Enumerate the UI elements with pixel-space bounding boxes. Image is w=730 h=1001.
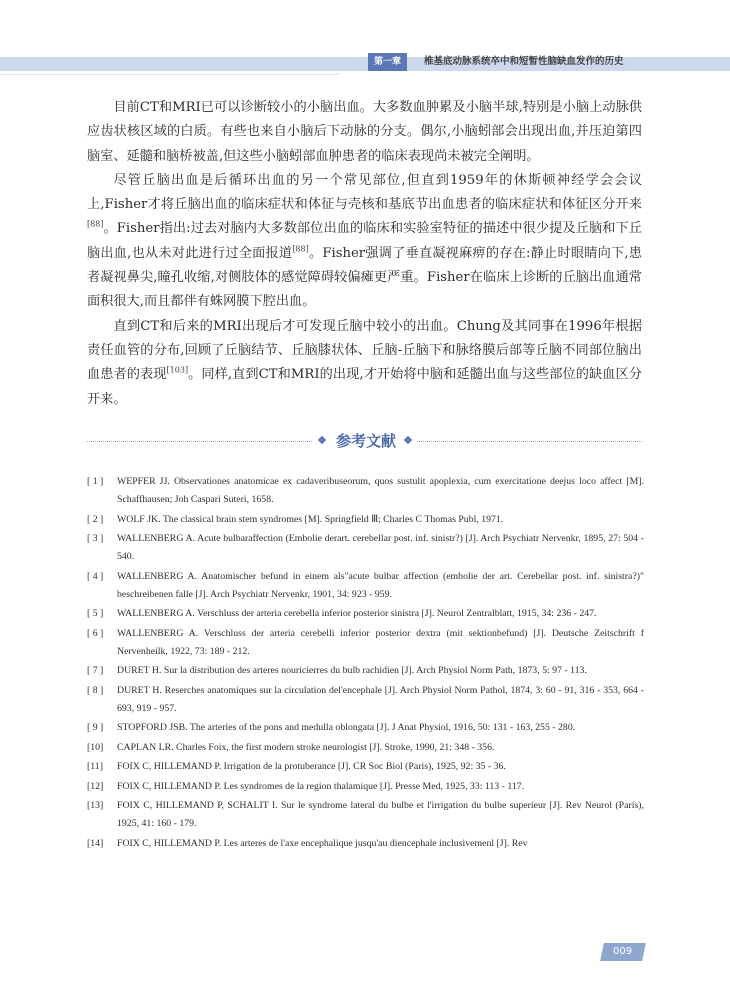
reference-item: [87, 778, 644, 796]
paragraph-text: 尽管丘脑出血是后循环出血的另一个常见部位,但直到1959年的休斯顿神经学会会议上,Fisher才将丘脑出血的临床症状和体征与壳核和基底节出血患者的临床症状和体征区分开来: [87, 172, 642, 213]
reference-number: [11]: [87, 761, 103, 772]
reference-item: [87, 568, 644, 604]
reference-item: [87, 473, 644, 509]
reference-number: [ 9 ]: [87, 722, 104, 733]
reference-text: WALLENBERG A. Anatomischer befund in einem als"acute bulbar affection (embolie der art. Cerebellar post. inf. sinistra?)" beschreibenen falle [J]. Arch Psychiatr Nervenkr, 1901, 34: 923 - 959.: [117, 570, 644, 600]
reference-text: DURET H. Sur la distribution des arteres nouricierres du bulb rachidien [J]. Arch Physiol Norm Path, 1873, 5: 97 - 113.: [117, 665, 587, 676]
references-list: [87, 473, 644, 854]
dotted-rule-left: [87, 441, 312, 443]
reference-number: [14]: [87, 837, 104, 849]
reference-item: [87, 719, 644, 737]
reference-text: DURET H. Reserches anatomiques sur la circulation del'encephale [J]. Arch Physiol Norm Pathol, 1874, 3: 60 - 91, 316 - 353, 664 - 693, 919 - 957.: [117, 684, 644, 714]
reference-text: WALLENBERG A. Verschluss der arteria cerebelli inferior posterior dextra (mit sektionbefund) [J]. Deutsche Zeitschrift f Nervenheilk, 1922, 73: 189 - 212.: [117, 627, 644, 657]
reference-number: [13]: [87, 800, 104, 811]
reference-item: [87, 662, 644, 680]
reference-number: [ 1 ]: [87, 476, 104, 487]
reference-text: CAPLAN LR. Charles Foix, the first modern stroke neurologist [J]. Stroke, 1990, 21: 348 - 356.: [117, 741, 495, 753]
reference-text: FOIX C, HILLEMAND P, SCHALIT I. Sur le syndrome lateral du bulbe et l'irrigation du bulbe superieur [J]. Rev Neurol (Paris), 1925, 41: 160 - 179.: [117, 800, 644, 829]
reference-number: [ 2 ]: [87, 513, 104, 525]
reference-item: [87, 758, 644, 776]
paragraph-text: 直到CT和后来的MRI出现后才可发现丘脑中较小的出血。Chung及其同事在1996年根据责任血管的分布,回顾了丘脑结节、丘脑膝状体、丘脑-丘脑下和脉络膜后部等丘脑不同部位脑出血患者的表现: [87, 318, 642, 383]
reference-text: WOLF JK. The classical brain stem syndromes [M]. Springfield Ⅲ; Charles C Thomas Publ, 1971.: [117, 513, 504, 525]
reference-number: [10]: [87, 741, 104, 753]
reference-item: [87, 605, 644, 623]
dotted-rule-right: [417, 441, 642, 443]
references-heading: 参考文献: [335, 432, 396, 450]
reference-text: WEPFER JJ. Observationes anatomicae ex cadaveribuseorum, quos sustulit apoplexia, cum exercitatione deejus loco affect [M]. Schaffhausen; Joh Caspari Suteri, 1658.: [117, 476, 644, 505]
page-number-badge: [600, 943, 646, 961]
paragraph-text: 。Fisher指出:过去对脑内大多数部位出血的临床和实验室特征的描述中很少提及丘脑和下丘脑出血,也从未对此进行过全面报道: [87, 221, 642, 261]
diamond-ornament-icon: [404, 436, 412, 444]
chapter-label: 第一章: [368, 53, 407, 71]
citation: [88]: [292, 244, 309, 254]
citation: [88]: [87, 220, 104, 230]
reference-number: [ 3 ]: [87, 533, 104, 544]
reference-number: [ 4 ]: [87, 570, 104, 582]
header-rule: [0, 74, 340, 75]
reference-item: [87, 835, 644, 853]
paragraph-text: 目前CT和MRI已可以诊断较小的小脑出血。大多数血肿累及小脑半球,特别是小脑上动脉供应齿状核区域的白质。有些也来自小脑后下动脉的分支。偶尔,小脑蚓部会出现出血,并压迫第四脑室、延髓和脑桥被盖,但这些小脑蚓部血肿患者的临床表现尚未被完全阐明。: [87, 100, 642, 164]
paragraph-3: [87, 315, 642, 412]
reference-text: FOIX C, HILLEMAND P. Les syndromes de la region thalamique [J]. Presse Med, 1925, 33: 113 - 117.: [117, 780, 525, 792]
reference-item: [87, 625, 644, 661]
reference-item: [87, 739, 644, 757]
reference-text: WALLENBERG A. Verschluss der arteria cerebella inferior posterior sinistra [J]. Neurol Zentralblatt, 1915, 34: 236 - 247.: [117, 608, 597, 619]
reference-text: STOPFORD JSB. The arteries of the pons and medulla oblongata [J]. J Anat Physiol, 1916, 50: 131 - 163, 255 - 280.: [117, 722, 576, 733]
paragraph-text: 。Fisher强调了垂直凝视麻痹的存在:静止时眼睛向下,患者凝视鼻尖,瞳孔收缩,对侧肢体的感觉障碍较偏瘫更严重。Fisher在临床上诊断的丘脑出血通常面积很大,而且都伴有蛛网膜下腔出血。: [87, 245, 642, 310]
reference-number: [ 6 ]: [87, 627, 104, 639]
paragraph-2: [87, 169, 642, 315]
reference-item: [87, 511, 644, 529]
body-text: [87, 96, 642, 412]
reference-number: [ 5 ]: [87, 608, 104, 619]
reference-text: FOIX C, HILLEMAND P. Les arteres de l'axe encephalique jusqu'au diencephale inclusivemenl [J]. Rev: [117, 837, 528, 849]
citation: [103]: [166, 365, 189, 375]
reference-number: [ 7 ]: [87, 665, 104, 676]
diamond-ornament-icon: [318, 436, 326, 444]
reference-text: WALLENBERG A. Acute bulbaraffection (Embolie derart. cerebellar post. inf. sinistr?) [J]. Arch Psychiatr Nervenkr, 1895, 27: 504 - 540.: [117, 533, 644, 562]
reference-item: [87, 530, 644, 566]
reference-number: [ 8 ]: [87, 684, 104, 696]
page-number: 009: [613, 946, 633, 957]
reference-number: [12]: [87, 780, 104, 792]
paragraph-text: 。同样,直到CT和MRI的出现,才开始将中脑和延髓出血与这些部位的缺血区分开来。: [87, 367, 642, 407]
chapter-title: 椎基底动脉系统卒中和短暂性脑缺血发作的历史: [424, 56, 624, 67]
reference-item: [87, 682, 644, 718]
reference-item: [87, 797, 644, 833]
paragraph-1: [87, 96, 642, 169]
reference-text: FOIX C, HILLEMAND P. Irrigation de la protuberance [J]. CR Soc Biol (Paris), 1925, 92: 35 - 36.: [117, 761, 506, 772]
references-heading-bar: [87, 430, 642, 452]
